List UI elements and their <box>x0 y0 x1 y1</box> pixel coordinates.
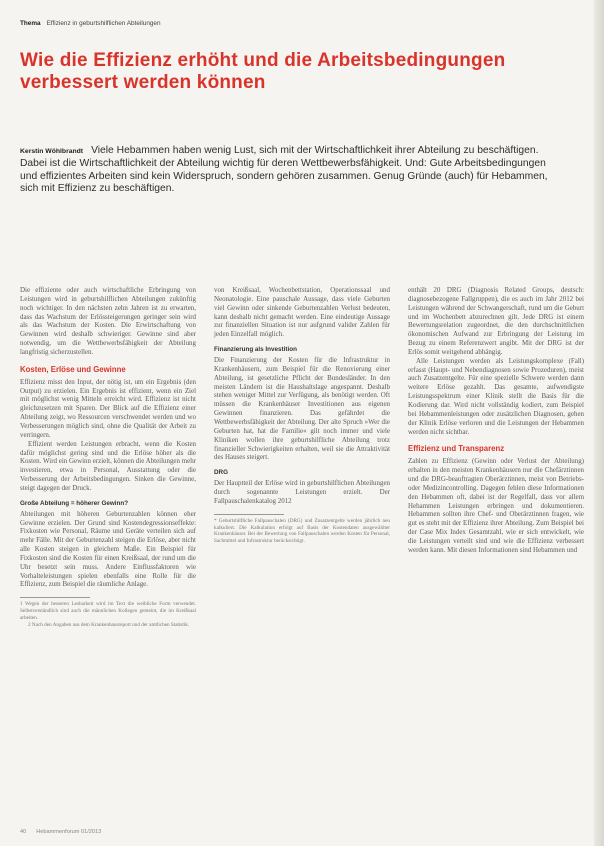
section-label: Thema <box>20 20 41 27</box>
page-gutter <box>594 0 604 846</box>
paragraph: Der Hauptteil der Erlöse wird in geburtshilflichen Abteilungen durch sogenannte Leistungen erzielt. Der Fallpauschalenkatalog 2012 <box>214 479 390 505</box>
section-topic: Effizienz in geburtshilflichen Abteilungen <box>46 20 161 27</box>
subheading: Effizienz und Transparenz <box>408 444 505 454</box>
footnote-rule <box>214 514 284 515</box>
page-footer <box>20 829 101 835</box>
subheading: Finanzierung als Investition <box>214 346 297 354</box>
section-header <box>20 20 161 27</box>
footnote: 1 Wegen der besseren Lesbarkeit wird im Text die weibliche Form verwendet. Selbstverständlich sind auch die männlichen Kollegen gemeint, die im Kreißsaal arbeiten. <box>20 601 196 621</box>
paragraph: Effizienz misst den Input, der nötig ist, um ein Ergebnis (den Output) zu erzielen. Ein Ergebnis ist effizient, wenn ein Ziel mit möglichst wenig Mitteln erreicht wird. Effizienz ist nicht gleichzusetzen mit Sparen. Der Blick auf die Effizienz einer Abteilung zeigt, wo Ressourcen verschwendet werden und wo Verbesserungen möglich sind, ohne die Qualität der Arbeit zu verringern. <box>20 377 196 439</box>
footnote: * Geburtshilfliche Fallpauschalen (DRG) und Zusatzentgelte werden jährlich neu kalkuliert. Die Kalkulation erfolgt auf Basis der Kostendaten ausgewählter Krankenhäuser. Bei der Bewertung von Fallpauschalen werden Kosten für Personal, Sachmittel und Infrastruktur berücksichtigt. <box>214 517 390 545</box>
journal-name: Hebammenforum 01/2013 <box>36 829 102 835</box>
paragraph: Alle Leistungen werden als Leistungskomplexe (Fall) erfasst (Haupt- und Nebendiagnosen sowie Prozeduren), meist auch Zusatzentgelte. Für eine spezielle Schwere werden dann weitere Erlöse gezahlt. Das gesamte, aufwendigste Leistungsspektrum einer Klinik stellt die Basis für die Kodierung dar. Wird nicht vollständig kodiert, zum Beispiel bei Hebammenleistungen oder zusätzlichen Diagnosen, gehen der Klinik Erlöse verloren und die Leistungen der Hebammen werden nicht sichtbar. <box>408 356 584 436</box>
lead-text: Viele Hebammen haben wenig Lust, sich mit der Wirtschaftlichkeit ihrer Abteilung zu beschäftigen. Dabei ist die Wirtschaftlichkeit der Abteilung wichtig für deren Wettbewerbsfähigkeit. Und: Gute Arbeitsbedingungen und effizientes Arbeiten sind kein Widerspruch, sondern gehören zusammen. Genug Gründe (auch) für Hebammen, sich mit Effizienz zu beschäftigen. <box>20 145 548 195</box>
text-column-2 <box>214 286 390 545</box>
subheading: Große Abteilung = höherer Gewinn? <box>20 499 129 507</box>
paragraph: Zahlen zu Effizienz (Gewinn oder Verlust der Abteilung) erhalten in den meisten Krankenhäusern nur die Chefärztinnen und die DRG-beauftragten Oberärztinnen, meist von Betriebs- oder Medizincontrolling. Dagegen fehlen diese Informationen den Hebammen oft, dabei ist der Regelfall, dass vor allem Hebammen Leistungen erbringen und dokumentieren. Hebammen sollten ihre Chef- und Oberärztinnen fragen, wie gut es steht mit der Effizienz ihrer Abteilung. Zum Beispiel bei der Case Mix Index Gesamtzahl, wie er sich entwickelt, wie die Leistungen verteilt sind und wie die Effizienz verbessert werden kann. Mit diesen Informationen sind Hebammen und <box>408 457 584 554</box>
page-number: 40 <box>20 829 27 835</box>
text-column-3 <box>408 286 584 555</box>
paragraph: Effizient werden Leistungen erbracht, wenn die Kosten dafür möglichst gering sind und die Erlöse höher als die Kosten. Wird ein Gewinn erzielt, können die Abteilungen mehr investieren, etwa in Personal, Ausstattung oder die Verbesserung der Arbeitsbedingungen. Sinken die Gewinne, steigt dagegen der Druck. <box>20 439 196 492</box>
text-column-1 <box>20 286 196 629</box>
paragraph: Die effiziente oder auch wirtschaftliche Erbringung von Leistungen wird in geburtshilflichen Abteilungen zukünftig noch wichtiger. In den nächsten zehn Jahren ist zu erwarten, dass das Wachstum der Erlössteigerungen geringer sein wird als das Wachstum der Kosten. Die Erwirtschaftung von Gewinnen wird deshalb schwieriger. Gewinne sind aber notwendig, um die Wettbewerbsfähigkeit der Abteilung langfristig sicherzustellen. <box>20 286 196 356</box>
paragraph: Abteilungen mit höheren Geburtenzahlen können eher Gewinne erzielen. Der Grund sind Kostendegressionseffekte: Fixkosten wie Personal, Räume und Geräte verteilen sich auf mehr Fälle. Mit der Geburtenzahl steigen die Erlöse, aber nicht alle Kosten steigen in gleichem Maße. Ein Beispiel für Fixkosten sind die Kosten für einen Kreißsaal, der rund um die Uhr besetzt sein muss. Andere Einflussfaktoren wie Vorhalteleistungen spielen ebenfalls eine Rolle für die Effizienz, zum Beispiel die räumliche Anlage. <box>20 509 196 589</box>
subheading: DRG <box>214 469 228 477</box>
footnote-rule <box>20 597 90 598</box>
paragraph: Die Finanzierung der Kosten für die Infrastruktur in Krankenhäusern, zum Beispiel für die Renovierung einer Abteilung, ist gesetzliche Pflicht der Bundesländer. In den meisten Ländern ist die Haushaltslage angespannt. Deshalb stehen weniger Mittel zur Verfügung, als benötigt werden. Oft müssen die Krankenhäuser Investitionen aus eigenen Gewinnen finanzieren. Das gefährdet die Wettbewerbsfähigkeit der Abteilung. Der alte Spruch »Wer die Geburten hat, hat die Familie« gilt noch immer und viele Kliniken wollen ihre geburtshilfliche Abteilung trotz finanzieller Schwierigkeiten erhalten, weil sie die Attraktivität des Hauses steigert. <box>214 356 390 462</box>
article-title: Wie die Effizienz erhöht und die Arbeitsbedingungen verbessert werden können <box>20 50 506 93</box>
paragraph: enthält 20 DRG (Diagnosis Related Groups, deutsch: diagnosebezogene Fallgruppen), die es auch im Jahr 2012 bei Leistungen während der Schwangerschaft, rund um die Geburt und im Wochenbett abzurechnen gilt. Jede DRG ist einem Bewertungsrelation zugeordnet, die den durchschnittlichen ökonomischen Aufwand zur Erbringung der Leistung im Bezug zu einem Referenzwert angibt. Mit der DRG ist der Erlös somit weitgehend abhängig. <box>408 286 584 356</box>
paragraph: von Kreißsaal, Wochenbettstation, Operationssaal und Neonatologie. Eine pauschale Aussage, dass viele Geburten viel Gewinn oder sinkende Geburtenzahlen Verlust bedeuten, kann deshalb nicht gemacht werden. Eine eindeutige Aussage zur finanziellen Situation ist nur aufgrund valider Zahlen für jeden Einzelfall möglich. <box>214 286 390 339</box>
footnote: 2 Nach den Angaben aus dem Krankenhausreport und der amtlichen Statistik. <box>28 621 190 628</box>
author-name: Kerstin Wöhlbrandt <box>20 148 84 155</box>
subheading: Kosten, Erlöse und Gewinne <box>20 364 126 374</box>
article-lead <box>20 145 560 196</box>
